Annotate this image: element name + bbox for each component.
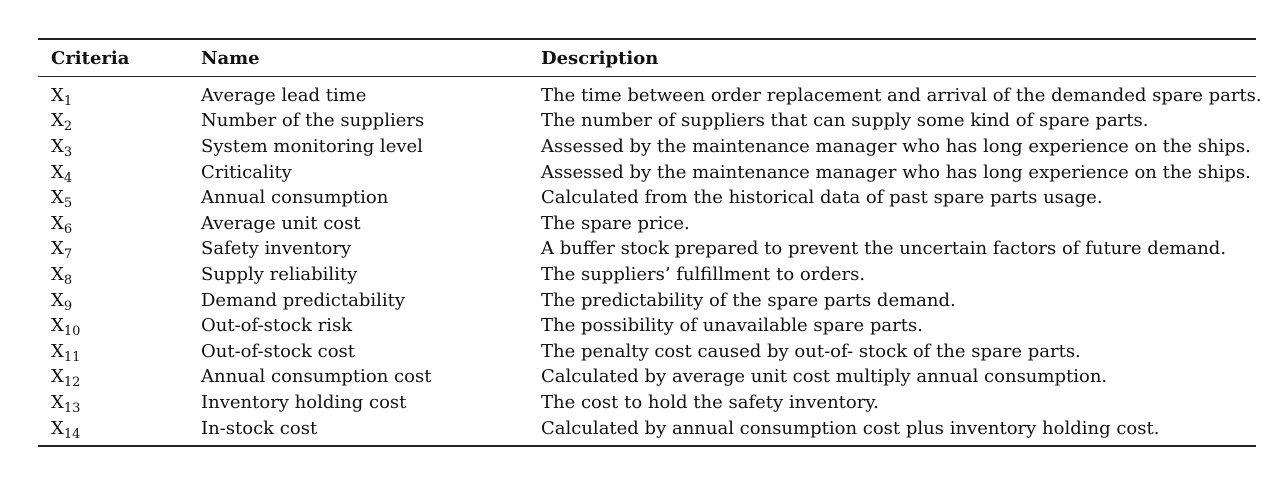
name-cell: In-stock cost [201,417,318,439]
table-row [38,313,1256,339]
table-row [38,185,1256,211]
name-cell: Safety inventory [201,238,352,260]
criteria-cell [38,185,188,211]
criteria-index: 13 [63,400,81,416]
name-cell: Demand predictability [201,289,406,311]
criteria-symbol: X [51,289,64,311]
description-cell: The cost to hold the safety inventory. [541,391,879,413]
criteria-index: 4 [63,170,73,186]
name-cell: Annual consumption cost [201,366,432,388]
criteria-cell [38,390,188,416]
name-cell: Out-of-stock risk [201,315,353,337]
criteria-cell [38,416,188,447]
criteria-cell [38,134,188,160]
criteria-cell [38,211,188,237]
criteria-symbol: X [51,84,64,106]
criteria-table [38,38,1262,447]
description-cell: Calculated by annual consumption cost plus inventory holding cost. [541,417,1160,439]
criteria-symbol: X [51,187,64,209]
description-cell: Assessed by the maintenance manager who has long experience on the ships. [541,135,1251,157]
criteria-index: 7 [63,247,73,263]
criteria-index: 9 [63,298,73,314]
criteria-cell [38,237,188,263]
table-row [38,390,1256,416]
criteria-symbol: X [51,212,64,234]
name-cell: Annual consumption [201,187,389,209]
description-cell: The penalty cost caused by out-of- stock of the spare parts. [541,340,1081,362]
criteria-symbol: X [51,110,64,132]
criteria-symbol: X [51,238,64,260]
name-cell: Number of the suppliers [201,110,425,132]
criteria-symbol: X [51,135,64,157]
description-cell: The number of suppliers that can supply some kind of spare parts. [541,110,1149,132]
description-cell: The spare price. [541,212,690,234]
criteria-cell [38,262,188,288]
criteria-index: 11 [63,349,81,365]
table-row [38,365,1256,391]
table-row [38,160,1256,186]
description-cell: The time between order replacement and arrival of the demanded spare parts. [541,84,1262,106]
header-row [38,39,1256,77]
criteria-cell [38,160,188,186]
name-cell: Out-of-stock cost [201,340,356,362]
header-criteria: Criteria [51,47,130,69]
name-cell: System monitoring level [201,135,423,157]
criteria-symbol: X [51,417,64,439]
table-row [38,237,1256,263]
table-row [38,211,1256,237]
criteria-index: 3 [63,144,73,160]
criteria-symbol: X [51,391,64,413]
description-cell: Calculated by average unit cost multiply annual consumption. [541,366,1108,388]
description-cell: A buffer stock prepared to prevent the uncertain factors of future demand. [541,238,1227,260]
criteria-symbol: X [51,340,64,362]
criteria-cell [38,339,188,365]
table-row [38,288,1256,314]
criteria-index: 6 [63,221,73,237]
table-header [38,39,1256,77]
table-row [38,109,1256,135]
name-cell: Inventory holding cost [201,391,407,413]
table-row [38,262,1256,288]
criteria-symbol: X [51,366,64,388]
table-body [38,77,1262,447]
header-description: Description [541,47,659,69]
criteria-cell [38,77,188,109]
criteria-cell [38,365,188,391]
description-cell: Calculated from the historical data of past spare parts usage. [541,187,1103,209]
criteria-index: 5 [63,196,73,212]
table-row [38,134,1256,160]
criteria-index: 8 [63,272,73,288]
criteria-symbol: X [51,263,64,285]
header-name: Name [201,47,260,69]
name-cell: Average unit cost [201,212,361,234]
criteria-index: 14 [63,426,81,442]
criteria-cell [38,313,188,339]
table-row [38,416,1256,447]
description-cell: The suppliers’ fulfillment to orders. [541,263,866,285]
name-cell: Supply reliability [201,263,358,285]
description-cell: The possibility of unavailable spare parts. [541,315,923,337]
criteria-index: 12 [63,375,81,391]
description-cell: Assessed by the maintenance manager who has long experience on the ships. [541,161,1251,183]
description-cell: The predictability of the spare parts demand. [541,289,956,311]
table-row [38,77,1256,109]
table-row [38,339,1256,365]
name-cell: Criticality [201,161,292,183]
criteria-cell [38,288,188,314]
name-cell: Average lead time [201,84,367,106]
criteria-index: 10 [63,324,81,340]
criteria-index: 1 [63,93,73,109]
criteria-symbol: X [51,315,64,337]
criteria-index: 2 [63,119,73,135]
criteria-symbol: X [51,161,64,183]
criteria-cell [38,109,188,135]
